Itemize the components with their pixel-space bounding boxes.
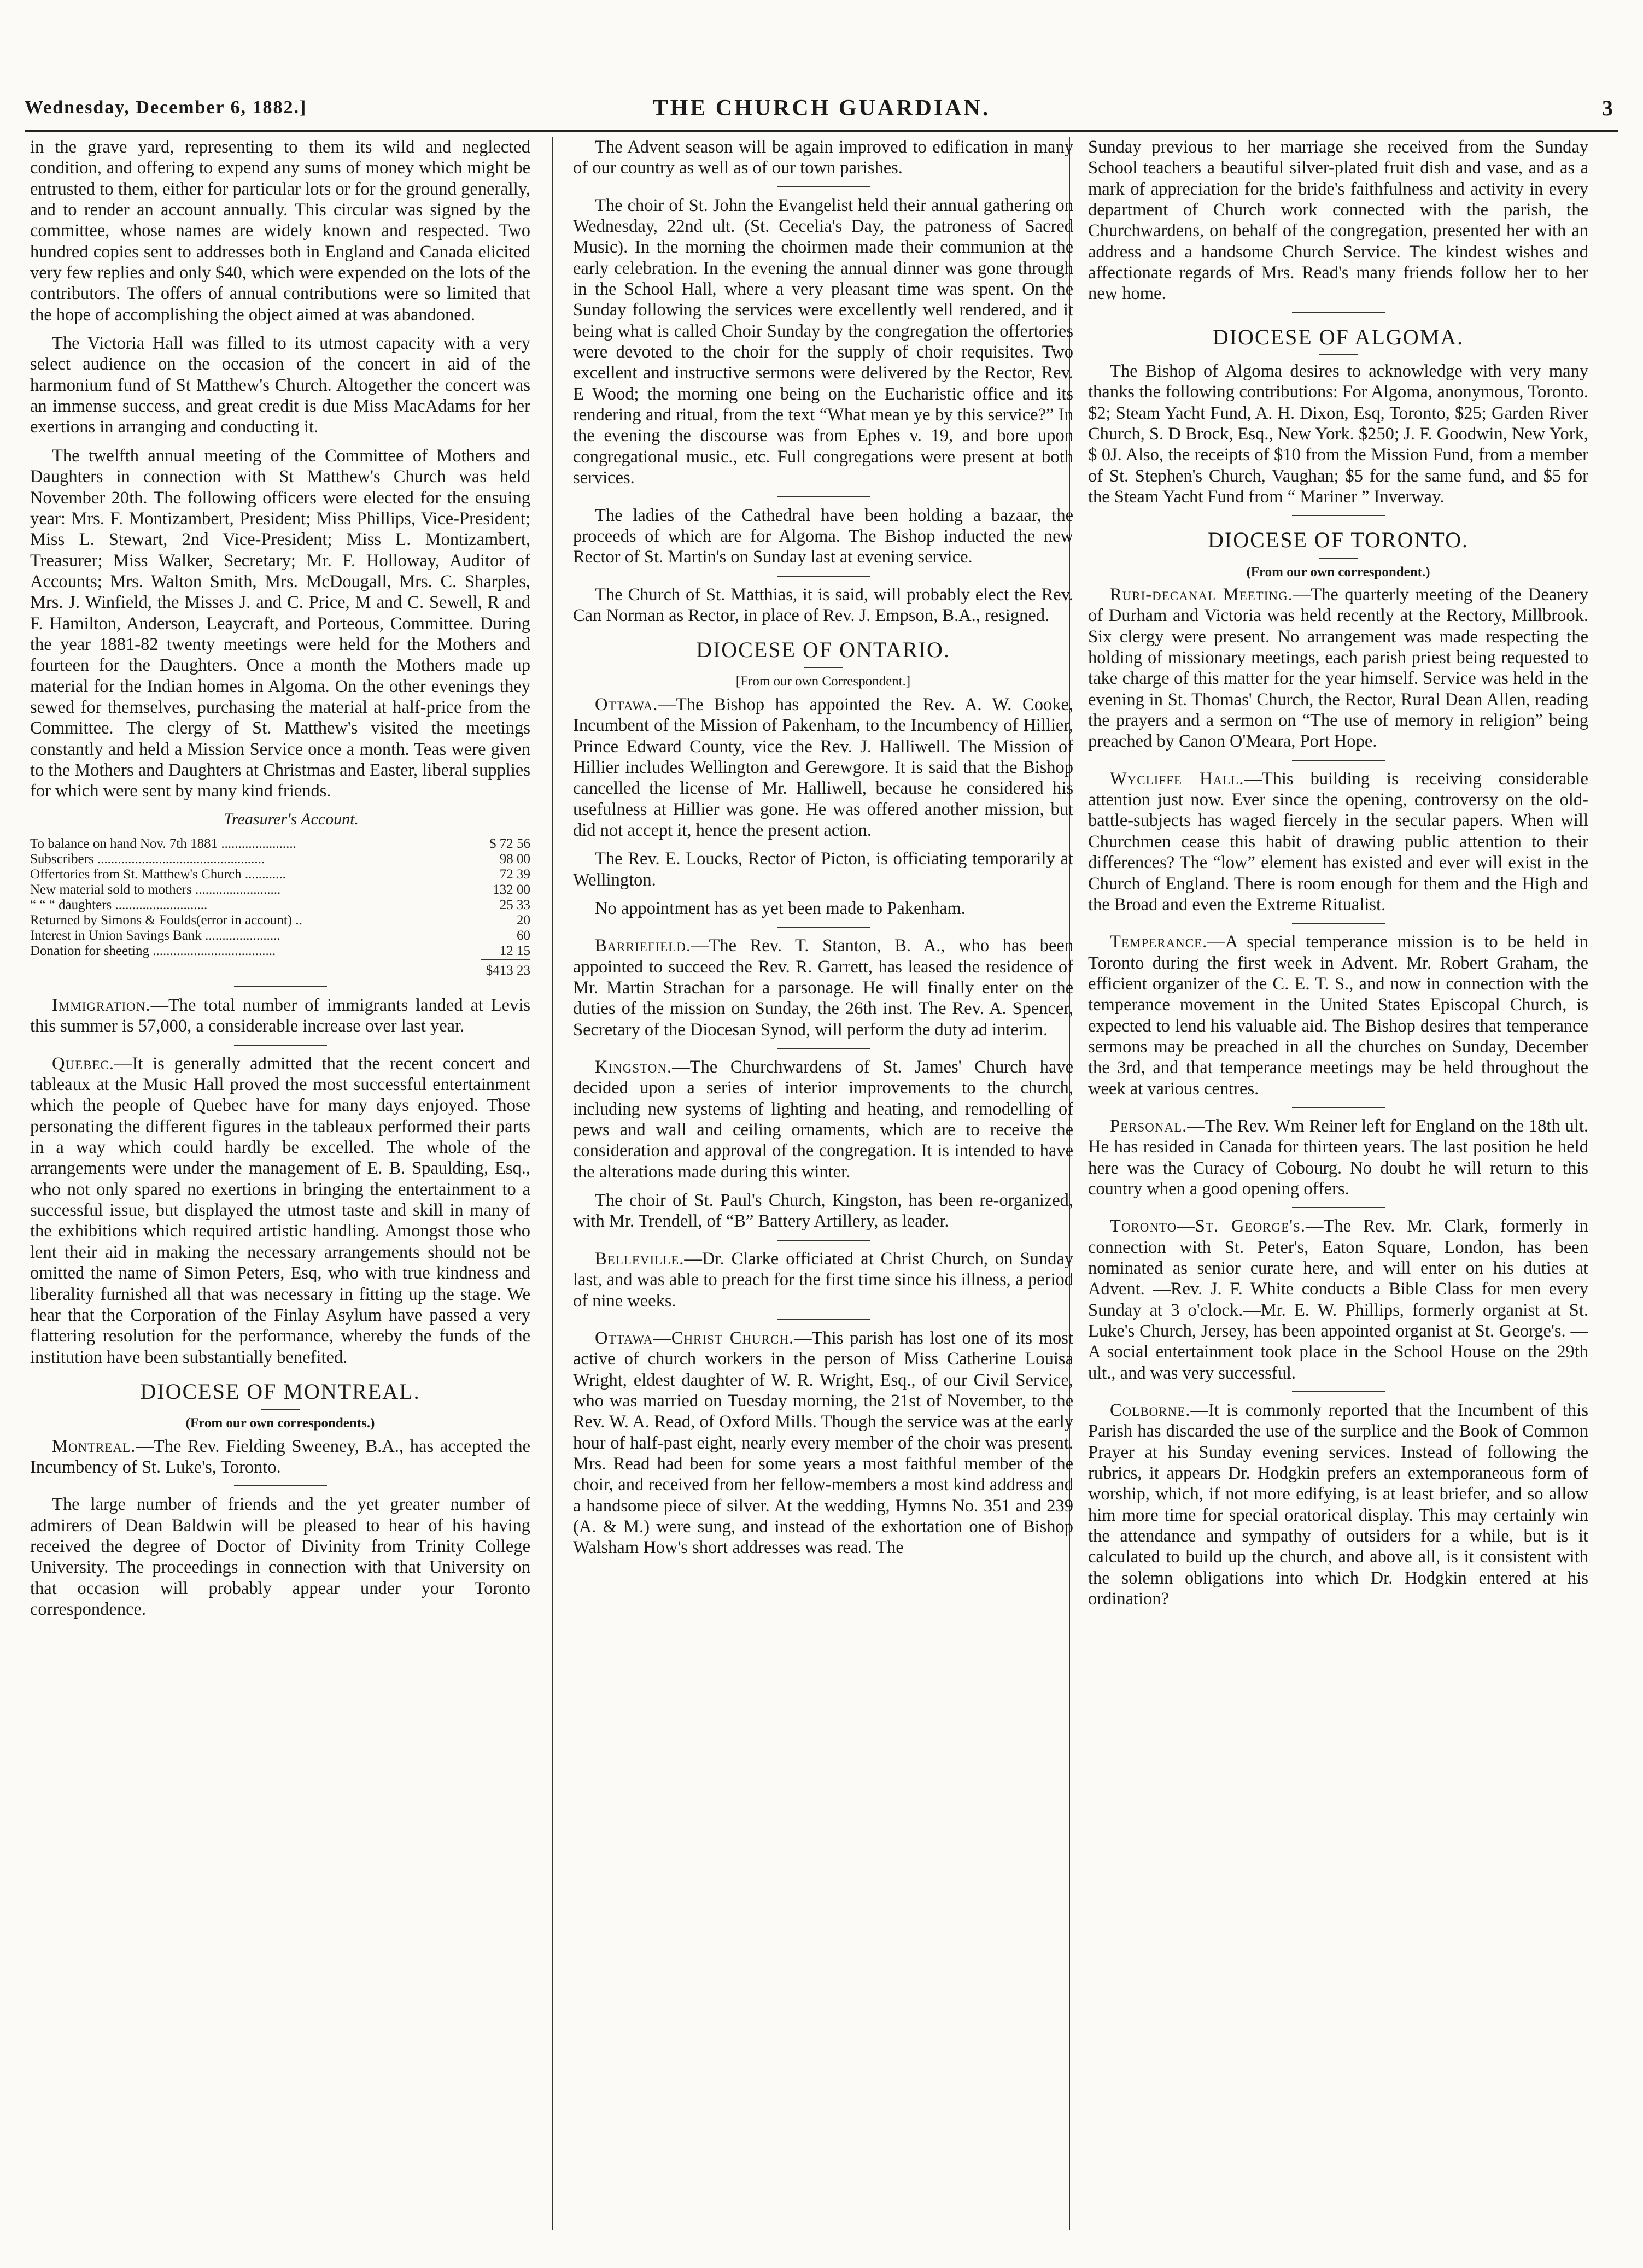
account-label: Subscribers .................................................	[30, 852, 265, 867]
read-wedding-paragraph: Sunday previous to her marriage she received from the Sunday School teachers a beautiful silver-plated fruit dish and vase, and as a mark of appreciation for the bride's faithfulness and activity in every department of Church work connected with the parish, the Churchwardens, on behalf of the congregation, presented her with an address and a handsome Church Service. The kindest wishes and affectionate regards of Mrs. Read's many friends follow her to her new home.	[1088, 137, 1588, 304]
account-row	[30, 836, 530, 852]
st-pauls-paragraph: The choir of St. Paul's Church, Kingston, has been re-organized, with Mr. Trendell, of “B” Battery Artillery, as leader.	[573, 1191, 1073, 1232]
account-row	[30, 882, 530, 898]
account-label: Interest in Union Savings Bank ......................	[30, 928, 280, 943]
section-rule	[1292, 515, 1385, 516]
column-divider-1	[552, 137, 553, 2230]
quebec-paragraph: —It is generally admitted that the recent concert and tableaux at the Music Hall proved the most successful entertainment which the people of Quebec have for many days enjoyed. Those personating the different figures in the tableaux performed their parts in a way which could hardly be excelled. The whole of the arrangements were under the management of E. B. Spaulding, Esq., who not only spared no exertions in bringing the entertainment to a successful issue, but displayed the utmost taste and skill in many of the exhibitions which required artistic handling. Amongst those who lent their aid in making the necessary arrangements should not be omitted the name of Simon Peters, Esq, who with true kindness and liberality furnished all that was necessary in fitting up the stage. We hear that the Corporation of the Finlay Asylum have passed a very flattering resolution for the performance, whereby the funds of the institution have been substantially benefited.	[30, 1053, 530, 1367]
temperance-paragraph: —A special temperance mission is to be held in Toronto during the first week in Advent. Mr. Robert Graham, the efficient organizer of the C. E. T. S., and now in connection with the temperance movement in the United States Episcopal Church, is expected to lend his valuable aid. The Bishop desires that temperance sermons may be preached in all the churches on Sunday, December the 3rd, and that temperance meetings may be held throughout the week at various centres.	[1088, 932, 1588, 1099]
colborne-lead: Colborne.	[1110, 1400, 1191, 1421]
ruri-decanal-paragraph: —The quarterly meeting of the Deanery of Durham and Victoria was held recently at the Rectory, Millbrook. Six clergy were present. No arrangement was made respecting the holding of missionary meetings, each parish priest being requested to take charge of this matter for the year himself. Service was held in the evening in St. Thomas' Church, the Rector, Rural Dean Allen, reading the prayers and a sermon on “The use of memory in religion” being preached by Canon O'Meara, Port Hope.	[1088, 585, 1588, 752]
masthead	[25, 92, 1618, 130]
account-total-row	[30, 959, 530, 978]
treasurer-account	[30, 810, 530, 978]
account-amount: 25 33	[499, 898, 530, 913]
account-amount: 132 00	[493, 882, 530, 898]
account-amount: 72 39	[499, 867, 530, 882]
wycliffe-paragraph: —This building is receiving considerable attention just now. Ever since the opening, controversy on the old-battle-subjects has waged fiercely in the secular papers. When will Churchmen cease this habit of drawing public attention to their differences? The “low” element has existed and ever will exist in the Church of England. There is room enough for them and the High and the Broad and even the Extreme Ritualist.	[1088, 769, 1588, 915]
belleville-lead: Belleville.	[595, 1249, 685, 1269]
loucks-paragraph: The Rev. E. Loucks, Rector of Picton, is officiating temporarily at Wellington.	[573, 849, 1073, 890]
section-rule	[234, 986, 327, 987]
section-rule	[777, 496, 870, 497]
section-rule	[1292, 1391, 1385, 1392]
column-1	[30, 137, 530, 2247]
st-matthias-paragraph: The Church of St. Matthias, it is said, will probably elect the Rev. Can Norman as Rector, in place of Rev. J. Empson, B.A., resigned.	[573, 584, 1073, 625]
column-2	[573, 137, 1073, 2247]
account-row	[30, 913, 530, 928]
section-rule	[777, 186, 870, 187]
quebec-lead: Quebec.	[52, 1053, 114, 1074]
account-amount: 60	[517, 928, 530, 943]
colborne-paragraph: —It is commonly reported that the Incumbent of this Parish has discarded the use of the surplice and the Book of Common Prayer at his Sunday evening services. Instead of following the rubrics, it appears Dr. Hodgkin prefers an extemporaneous form of worship, which, if not more edifying, is at least briefer, and so allow him more time for special oratorical display. This may certainly win the attendance and sympathy of outsiders for a while, but is it calculated to build up the church, and above all, is it consistent with the solemn obligations into which Dr. Hodgkin entered at his ordination?	[1088, 1400, 1588, 1609]
account-row	[30, 928, 530, 943]
account-row	[30, 867, 530, 882]
toronto-heading: DIOCESE OF TORONTO.	[1208, 528, 1469, 553]
heading-rule	[261, 1409, 300, 1410]
account-label: Donation for sheeting ....................................	[30, 943, 276, 959]
victoria-hall-paragraph: The Victoria Hall was filled to its utmost capacity with a very select audience on the occasion of the concert in aid of the harmonium fund of St Matthew's Church. Altogether the concert was an immense success, and great credit is due Miss MacAdams for her exertions in arranging and conducting it.	[30, 333, 530, 437]
section-rule	[1292, 312, 1385, 313]
st-georges-lead: Toronto—St. George's.	[1110, 1216, 1306, 1236]
cathedral-paragraph: The ladies of the Cathedral have been holding a bazaar, the proceeds of which are for Algoma. The Bishop inducted the new Rector of St. Martin's on Sunday last at evening service.	[573, 505, 1073, 567]
ottawa-lead: Ottawa.	[595, 694, 658, 714]
section-rule	[1292, 1107, 1385, 1108]
section-rule	[1292, 923, 1385, 924]
graveyard-paragraph: in the grave yard, representing to them its wild and neglected condition, and offering to expend any sums of money which might be entrusted to them, either for particular lots or for the ground generally, and to render an account annually. This circular was signed by the committee, whose names are widely known and respected. Two hundred copies sent to addresses both in England and Canada elicited very few replies and only $40, which were expended on the lots of the contributors. The offers of annual contributions were so limited that the hope of accomplishing the object aimed at was abandoned.	[30, 137, 530, 325]
barriefield-paragraph: —The Rev. T. Stanton, B. A., who has been appointed to succeed the Rev. R. Garrett, has leased the residence of Mr. Martin Strachan for a parsonage. He will finally enter on the duties of the mission on Sunday, the 26th inst. The Rev. A. Spencer, Secretary of the Diocesan Synod, will perform the duty ad interim.	[573, 936, 1073, 1040]
ontario-heading: DIOCESE OF ONTARIO.	[696, 637, 950, 663]
section-rule	[777, 1319, 870, 1320]
section-rule	[234, 1485, 327, 1486]
account-amount: 98 00	[499, 852, 530, 867]
account-label: Offertories from St. Matthew's Church ............	[30, 867, 286, 882]
heading-rule	[1319, 558, 1358, 559]
section-rule	[777, 927, 870, 928]
algoma-heading: DIOCESE OF ALGOMA.	[1212, 324, 1464, 349]
toronto-subheading: (From our own correspondent.)	[1246, 564, 1430, 579]
account-table	[30, 836, 530, 978]
section-rule	[1292, 1207, 1385, 1208]
account-row	[30, 943, 530, 959]
account-title: Treasurer's Account.	[224, 810, 359, 828]
dean-baldwin-paragraph: The large number of friends and the yet greater number of admirers of Dean Baldwin will be pleased to hear of his having received the degree of Doctor of Divinity from Trinity College University. The proceedings in connection with that University on that occasion will probably appear under your Toronto correspondence.	[30, 1495, 530, 1619]
immigration-paragraph: —The total number of immigrants landed at Levis this summer is 57,000, a considerable increase over last year.	[30, 995, 530, 1036]
account-label: “ “ “ daughters ...........................	[30, 898, 208, 913]
montreal-subheading: (From our own correspondents.)	[185, 1416, 375, 1431]
account-label: Returned by Simons & Foulds(error in account) ..	[30, 913, 302, 928]
account-row	[30, 898, 530, 913]
wycliffe-lead: Wycliffe Hall.	[1110, 769, 1244, 789]
christ-church-paragraph: —This parish has lost one of its most active of church workers in the person of Miss Catherine Louisa Wright, eldest daughter of W. R. Wright, Esq., of our Civil Service, who was married on Tuesday morning, the 21st of November, to the Rev. W. A. Read, of Oxford Mills. Though the service was at the early hour of half-past eight, nearly every member of the choir was present. Mrs. Read had been for some years a most faithful member of the choir, and received from her fellow-members a most kind address and a handsome piece of silver. At the wedding, Hymns No. 351 and 239 (A. & M.) were sung, and instead of the exhortation one of Bishop Walsham How's short addresses was read. The	[573, 1328, 1073, 1558]
montreal-paragraph: —The Rev. Fielding Sweeney, B.A., has accepted the Incumbency of St. Luke's, Toronto.	[30, 1436, 530, 1477]
christ-church-lead: Ottawa—Christ Church.	[595, 1328, 794, 1348]
page-number: 3	[1602, 96, 1613, 120]
account-label: New material sold to mothers .........................	[30, 882, 281, 898]
barriefield-lead: Barriefield.	[595, 936, 691, 956]
section-rule	[234, 1045, 327, 1046]
immigration-lead: Immigration.	[52, 995, 151, 1016]
masthead-rule	[25, 130, 1618, 132]
account-amount: 20	[517, 913, 530, 928]
account-amount: $ 72 56	[489, 836, 530, 852]
choir-paragraph: The choir of St. John the Evangelist held their annual gathering on Wednesday, 22nd ult. (St. Cecelia's Day, the patroness of Sacred Music). In the morning the choirmen made their communion at the early celebration. In the evening the annual dinner was gone through in the School Hall, where a very pleasant time was spent. On the Sunday following the services were excellently well rendered, and it being what is called Choir Sunday by the congregation the offertories were devoted to the choir for the supply of choir requisites. Two excellent and instructive sermons were delivered by the Rector, Rev. E Wood; the morning one being on the Eucharistic office and its rendering and ritual, from the text “What mean ye by this service?” In the evening the discourse was from Ephes v. 19, and bore upon congregational music., etc. Full congregations were present at both services.	[573, 195, 1073, 488]
st-georges-paragraph: —The Rev. Mr. Clark, formerly in connection with St. Peter's, Eaton Square, London, has been nominated as senior curate here, and will enter on his duties at Advent. —Rev. J. F. White conducts a Bible Class for men every Sunday at 3 o'clock.—Mr. E. W. Phillips, formerly organist at St. Luke's Church, Jersey, has been appointed organist at St. George's. —A social entertainment took place in the School House on the 29th ult., and was very successful.	[1088, 1216, 1588, 1383]
account-total: $413 23	[481, 959, 530, 978]
section-rule	[1292, 760, 1385, 761]
ruri-decanal-lead: Ruri-decanal Meeting.	[1110, 585, 1293, 605]
ottawa-paragraph: —The Bishop has appointed the Rev. A. W. Cooke, Incumbent of the Mission of Pakenham, to the Incumbency of Hillier, Prince Edward County, vice the Rev. J. Halliwell. The Mission of Hillier includes Wellington and Gerewgore. It is said that the Bishop cancelled the license of Mr. Halliwell, because he considered his usefulness at Hillier was gone. He was offered another mission, but did not accept it, hence the present action.	[573, 694, 1073, 840]
advent-paragraph: The Advent season will be again improved to edification in many of our country as well as of our town parishes.	[573, 137, 1073, 178]
heading-rule	[1319, 354, 1358, 355]
mothers-daughters-paragraph: The twelfth annual meeting of the Committee of Mothers and Daughters in connection with St Matthew's Church was held November 20th. The following officers were elected for the ensuing year: Mrs. F. Montizambert, President; Miss Phillips, Vice-President; Miss L. Stewart, 2nd Vice-President; Miss L. Montizambert, Treasurer; Miss Walker, Secretary; Mr. F. Holloway, Auditor of Accounts; Mrs. Walton Smith, Mrs. McDougall, Mrs. C. Sharples, Mrs. J. Winfield, the Misses J. and C. Price, M and C. Sewell, R and F. Hamilton, Anderson, Leaycraft, and Porteous, Committee. During the year 1881-82 twenty meetings were held for the Mothers and fourteen for the Daughters. Once a month the Mothers made up material for the Indian homes in Algoma. On the other evenings they sewed for themselves, purchasing the material at half-price from the Committee. The clergy of St. Matthew's visited the meetings constantly and held a Mission Service once a month. Teas were given to the Mothers and Daughters at Christmas and Easter, liberal supplies for which were sent by many kind friends.	[30, 446, 530, 801]
personal-paragraph: —The Rev. Wm Reiner left for England on the 18th ult. He has resided in Canada for thirteen years. The last position he held here was the Curacy of Cobourg. No doubt he will return to this country when a good opening offers.	[1088, 1116, 1588, 1199]
pakenham-paragraph: No appointment has as yet been made to Pakenham.	[595, 899, 966, 918]
section-rule	[777, 1240, 870, 1241]
ontario-subheading: [From our own Correspondent.]	[735, 674, 911, 689]
belleville-paragraph: —Dr. Clarke officiated at Christ Church, on Sunday last, and was able to preach for the first time since his illness, a period of nine weeks.	[573, 1249, 1073, 1311]
kingston-lead: Kingston.	[595, 1057, 673, 1077]
column-3	[1088, 137, 1588, 2247]
account-amount: 12 15	[499, 943, 530, 959]
kingston-paragraph: —The Churchwardens of St. James' Church have decided upon a series of interior improvements to the church, including new systems of lighting and heating, and remodelling of pews and wall and ceiling ornaments, which are to receive the consideration and approval of the congregation. It is intended to have the alterations made during this winter.	[573, 1057, 1073, 1182]
temperance-lead: Temperance.	[1110, 932, 1208, 952]
montreal-lead: Montreal.	[52, 1436, 136, 1456]
account-label: To balance on hand Nov. 7th 1881 ......................	[30, 836, 296, 852]
algoma-paragraph: The Bishop of Algoma desires to acknowledge with very many thanks the following contributions: For Algoma, anonymous, Toronto. $2; Steam Yacht Fund, A. H. Dixon, Esq, Toronto, $25; Garden River Church, S. D Brock, Esq., New York. $250; J. F. Goodwin, New York, $ 0J. Also, the receipts of $10 from the Mission Fund, from a member of St. Stephen's Church, Vaughan; $5 for the same fund, and $5 for the Steam Yacht Fund from “ Mariner ” Inverway.	[1088, 361, 1588, 507]
issue-date: Wednesday, December 6, 1882.]	[25, 97, 307, 118]
personal-lead: Personal.	[1110, 1116, 1188, 1136]
section-rule	[777, 1048, 870, 1049]
account-row	[30, 852, 530, 867]
section-rule	[777, 576, 870, 577]
newspaper-title: THE CHURCH GUARDIAN.	[652, 96, 991, 121]
montreal-heading: DIOCESE OF MONTREAL.	[140, 1379, 420, 1404]
heading-rule	[804, 667, 843, 668]
